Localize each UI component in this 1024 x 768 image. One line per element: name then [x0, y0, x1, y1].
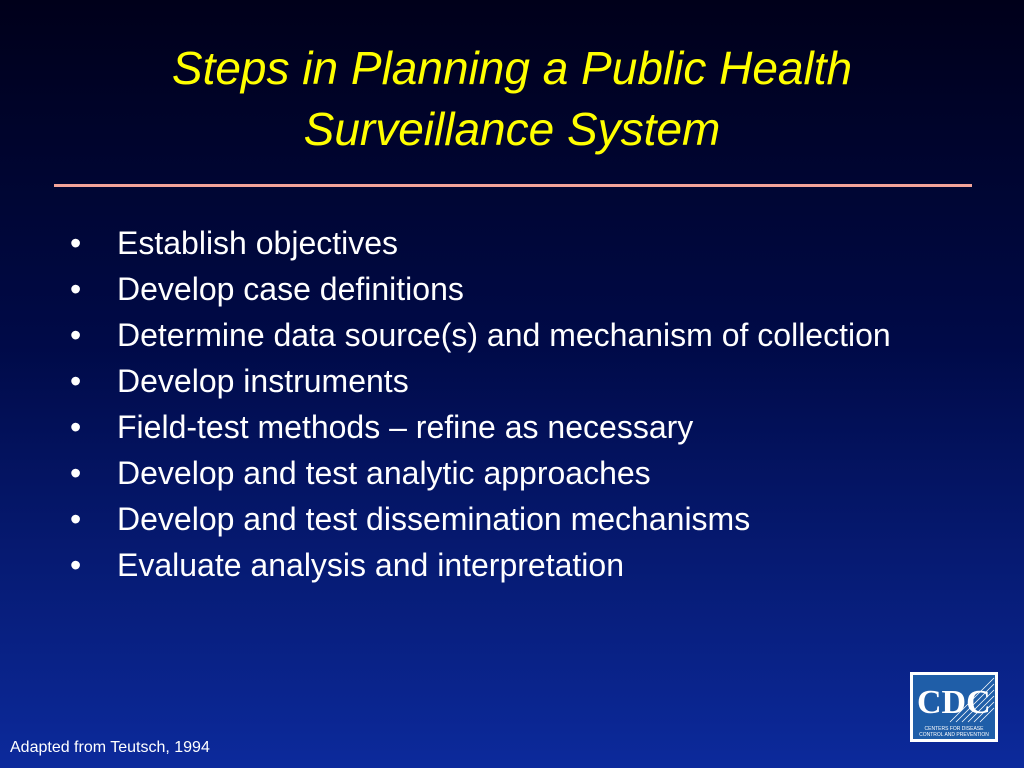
- cdc-logo-wordmark: CDC: [917, 684, 991, 721]
- slide-title-line-1: Steps in Planning a Public Health: [171, 42, 853, 94]
- bullet-icon: •: [70, 547, 82, 583]
- bullet-icon: •: [70, 317, 82, 353]
- source-footnote: Adapted from Teutsch, 1994: [10, 739, 210, 756]
- bullet-item: [70, 450, 970, 496]
- bullet-icon: •: [70, 271, 82, 307]
- slide-title-line-2: Surveillance System: [303, 103, 721, 155]
- bullet-text: Develop instruments: [117, 363, 409, 399]
- slide-title: [40, 38, 984, 160]
- bullet-list: [70, 220, 970, 588]
- bullet-text: Establish objectives: [117, 225, 399, 261]
- cdc-logo-line-1: CENTERS FOR DISEASE: [924, 726, 984, 732]
- bullet-item: [70, 266, 970, 312]
- title-divider: [54, 184, 972, 187]
- bullet-item: [70, 358, 970, 404]
- bullet-item: [70, 496, 970, 542]
- bullet-icon: •: [70, 501, 82, 537]
- cdc-logo: [910, 672, 998, 742]
- bullet-icon: •: [70, 409, 82, 445]
- bullet-text: Determine data source(s) and mechanism of collection: [117, 317, 891, 353]
- cdc-logo-line-2: CONTROL AND PREVENTION: [919, 732, 989, 738]
- bullet-item: [70, 542, 970, 588]
- bullet-icon: •: [70, 225, 82, 261]
- bullet-text: Develop case definitions: [117, 271, 464, 307]
- bullet-item: [70, 220, 970, 266]
- bullet-item: [70, 404, 970, 450]
- bullet-text: Evaluate analysis and interpretation: [117, 547, 624, 583]
- bullet-icon: •: [70, 455, 82, 491]
- bullet-item: [70, 312, 970, 358]
- bullet-text: Develop and test dissemination mechanisms: [117, 501, 751, 537]
- bullet-icon: •: [70, 363, 82, 399]
- bullet-text: Develop and test analytic approaches: [117, 455, 651, 491]
- bullet-text: Field-test methods – refine as necessary: [117, 409, 694, 445]
